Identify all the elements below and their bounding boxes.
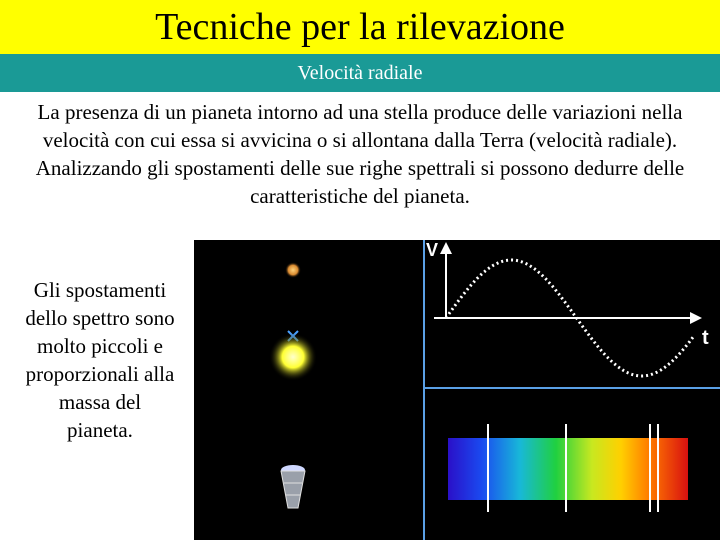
velocity-axis-label: V bbox=[426, 240, 439, 260]
time-axis-label: t bbox=[702, 327, 709, 349]
intro-paragraph-1: La presenza di un pianeta intorno ad una stella produce delle variazioni nella velocità con cui essa si avvicina o si allontana dalla Terra (velocità radiale). bbox=[37, 100, 683, 152]
subtitle-bar bbox=[0, 54, 720, 92]
intro-paragraph-2: Analizzando gli spostamenti delle sue righe spettrali si possono dedurre delle caratteristiche del pianeta. bbox=[35, 156, 685, 208]
radial-velocity-illustration bbox=[194, 240, 720, 540]
title-bar bbox=[0, 0, 720, 54]
spectrum-band bbox=[448, 438, 688, 500]
side-note: Gli spostamenti dello spettro sono molto piccoli e proporzionali alla massa del pianeta. bbox=[25, 278, 175, 442]
star-icon bbox=[269, 333, 317, 381]
slide-title: Tecniche per la rilevazione bbox=[155, 6, 565, 48]
slide-subtitle: Velocità radiale bbox=[297, 61, 423, 84]
radial-velocity-figure bbox=[194, 240, 720, 540]
intro-text bbox=[20, 98, 700, 210]
telescope-icon bbox=[281, 465, 305, 508]
planet-icon bbox=[285, 262, 301, 278]
